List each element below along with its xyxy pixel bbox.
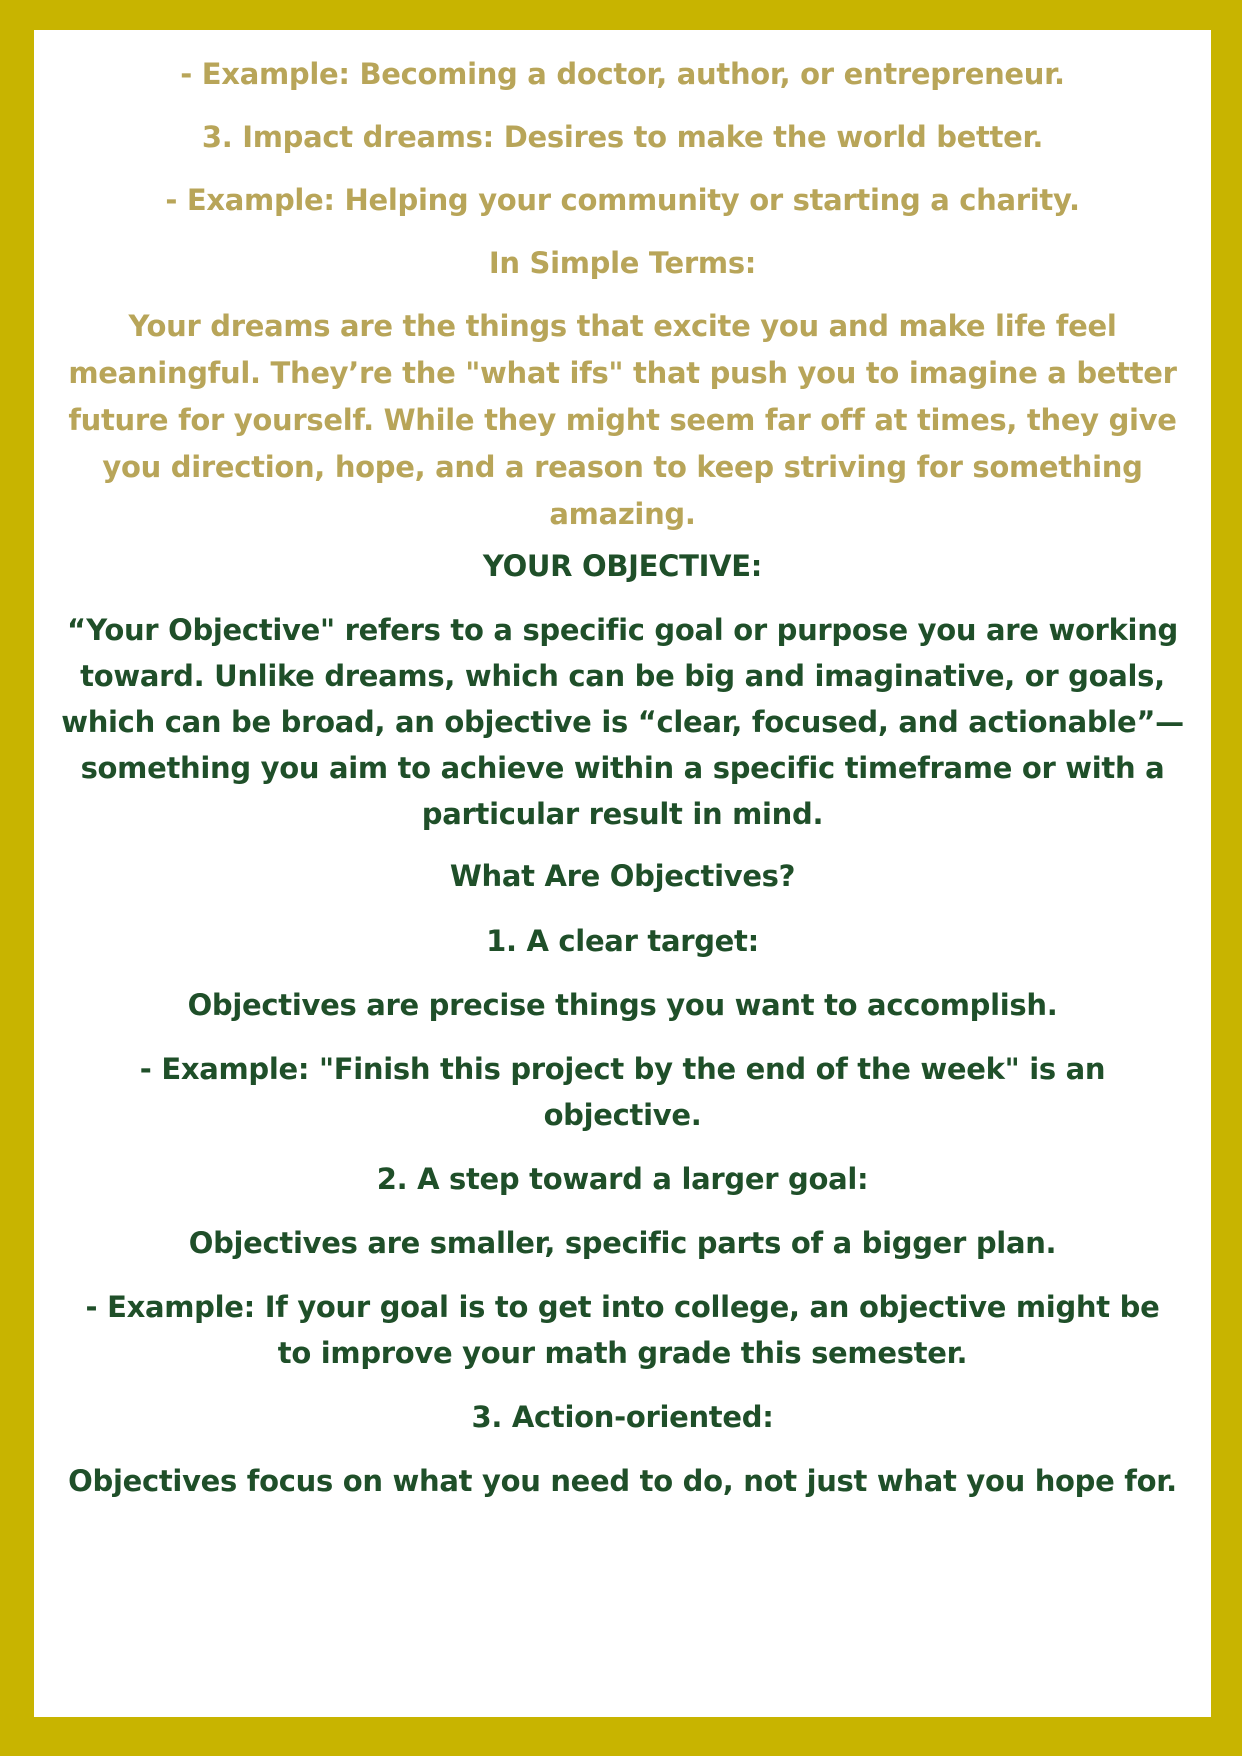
example-impact-text: - Example: Helping your community or starting a charity. xyxy=(165,183,1080,217)
objective-definition-line: toward. Unlike dreams, which can be big and imaginative, or goals, xyxy=(80,659,1165,693)
what-are-objectives-heading: What Are Objectives? xyxy=(449,859,796,893)
point1-title: 1. A clear target: xyxy=(486,924,759,958)
point3-text: Objectives focus on what you need to do, not just what you hope for. xyxy=(68,1464,1177,1498)
simple-terms-paragraph-line: you direction, hope, and a reason to keep striving for something xyxy=(102,450,1143,484)
point1-text: Objectives are precise things you want to accomplish. xyxy=(187,988,1058,1022)
simple-terms-paragraph-line: future for yourself. While they might seem far off at times, they give xyxy=(68,403,1177,437)
objective-heading: YOUR OBJECTIVE: xyxy=(482,549,763,583)
example-career-text: - Example: Becoming a doctor, author, or entrepreneur. xyxy=(180,57,1065,91)
point2-text: Objectives are smaller, specific parts of a bigger plan. xyxy=(188,1226,1057,1260)
objective-definition-line: particular result in mind. xyxy=(421,797,824,831)
objective-definition-line: something you aim to achieve within a specific timeframe or with a xyxy=(80,751,1165,785)
point3-title: 3. Action-oriented: xyxy=(471,1400,774,1434)
point1-example-line: objective. xyxy=(543,1098,702,1132)
simple-terms-paragraph-line: amazing. xyxy=(549,497,696,531)
point1-example-line: - Example: "Finish this project by the end of the week" is an xyxy=(139,1052,1106,1086)
simple-terms-paragraph-line: Your dreams are the things that excite you and make life feel xyxy=(128,309,1117,343)
point2-title: 2. A step toward a larger goal: xyxy=(376,1162,869,1196)
point2-example-line: to improve your math grade this semester. xyxy=(277,1336,968,1370)
simple-terms-heading: In Simple Terms: xyxy=(488,246,757,280)
simple-terms-paragraph-line: meaningful. They’re the "what ifs" that push you to imagine a better xyxy=(68,356,1177,390)
page-content xyxy=(34,30,1211,1717)
impact-dreams-heading: 3. Impact dreams: Desires to make the world better. xyxy=(201,120,1044,154)
objective-definition-line: “Your Objective" refers to a specific goal or purpose you are working xyxy=(67,613,1178,647)
point2-example-line: - Example: If your goal is to get into college, an objective might be xyxy=(85,1290,1160,1324)
objective-definition-line: which can be broad, an objective is “clear, focused, and actionable”— xyxy=(61,705,1184,739)
